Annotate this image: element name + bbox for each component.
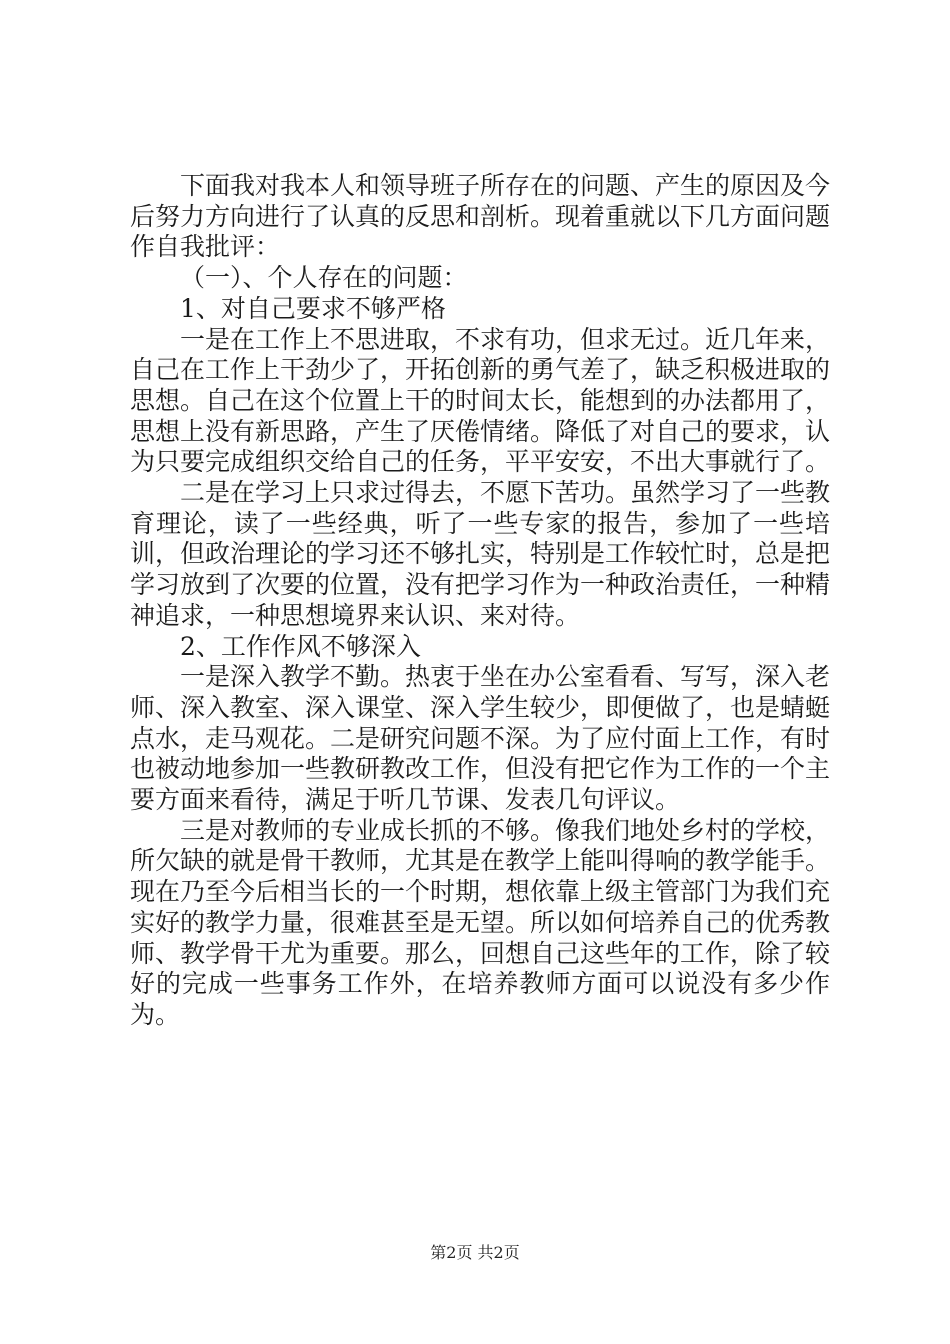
paragraph-teacher-development: 三是对教师的专业成长抓的不够。像我们地处乡村的学校，所欠缺的就是骨干教师，尤其是在教学上能叫得响的教学能手。现在乃至今后相当长的一个时期，想依靠上级主管部门为我们充实好的教学力量，很难甚至是无望。所以如何培养自己的优秀教师、教学骨干尤为重要。那么，回想自己这些年的工作，除了较好的完成一些事务工作外，在培养教师方面可以说没有多少作为。 [130, 815, 831, 1029]
section-heading-personal-problems: （一）、个人存在的问题： [180, 263, 468, 293]
paragraph-intro: 下面我对我本人和领导班子所存在的问题、产生的原因及今后努力方向进行了认真的反思和剖析。现着重就以下几方面问题作自我批评： [130, 171, 831, 262]
subheading-work-style: 2、工作作风不够深入 [180, 631, 421, 661]
page-number-label: 第2页 共2页 [430, 1243, 520, 1262]
paragraph-work-attitude: 一是在工作上不思进取，不求有功，但求无过。近几年来，自己在工作上干劲少了，开拓创新的勇气差了，缺乏积极进取的思想。自己在这个位置上干的时间太长，能想到的办法都用了，思想上没有新思路，产生了厌倦情绪。降低了对自己的要求，认为只要完成组织交给自己的任务，平平安安，不出大事就行了。 [130, 324, 831, 477]
paragraph-teaching-involvement: 一是深入教学不勤。热衷于坐在办公室看看、写写，深入老师、深入教室、深入课堂、深入学生较少，即便做了，也是蜻蜓点水，走马观花。二是研究问题不深。为了应付面上工作，有时也被动地参加一些教研教改工作，但没有把它作为工作的一个主要方面来看待，满足于听几节课、发表几句评议。 [130, 662, 831, 815]
document-body [130, 171, 830, 1031]
paragraph-study-attitude: 二是在学习上只求过得去，不愿下苦功。虽然学习了一些教育理论，读了一些经典，听了一些专家的报告，参加了一些培训，但政治理论的学习还不够扎实，特别是工作较忙时，总是把学习放到了次要的位置，没有把学习作为一种政治责任，一种精神追求，一种思想境界来认识、来对待。 [130, 478, 831, 630]
page-footer [0, 1243, 950, 1263]
subheading-self-requirements: 1、对自己要求不够严格 [180, 293, 446, 323]
